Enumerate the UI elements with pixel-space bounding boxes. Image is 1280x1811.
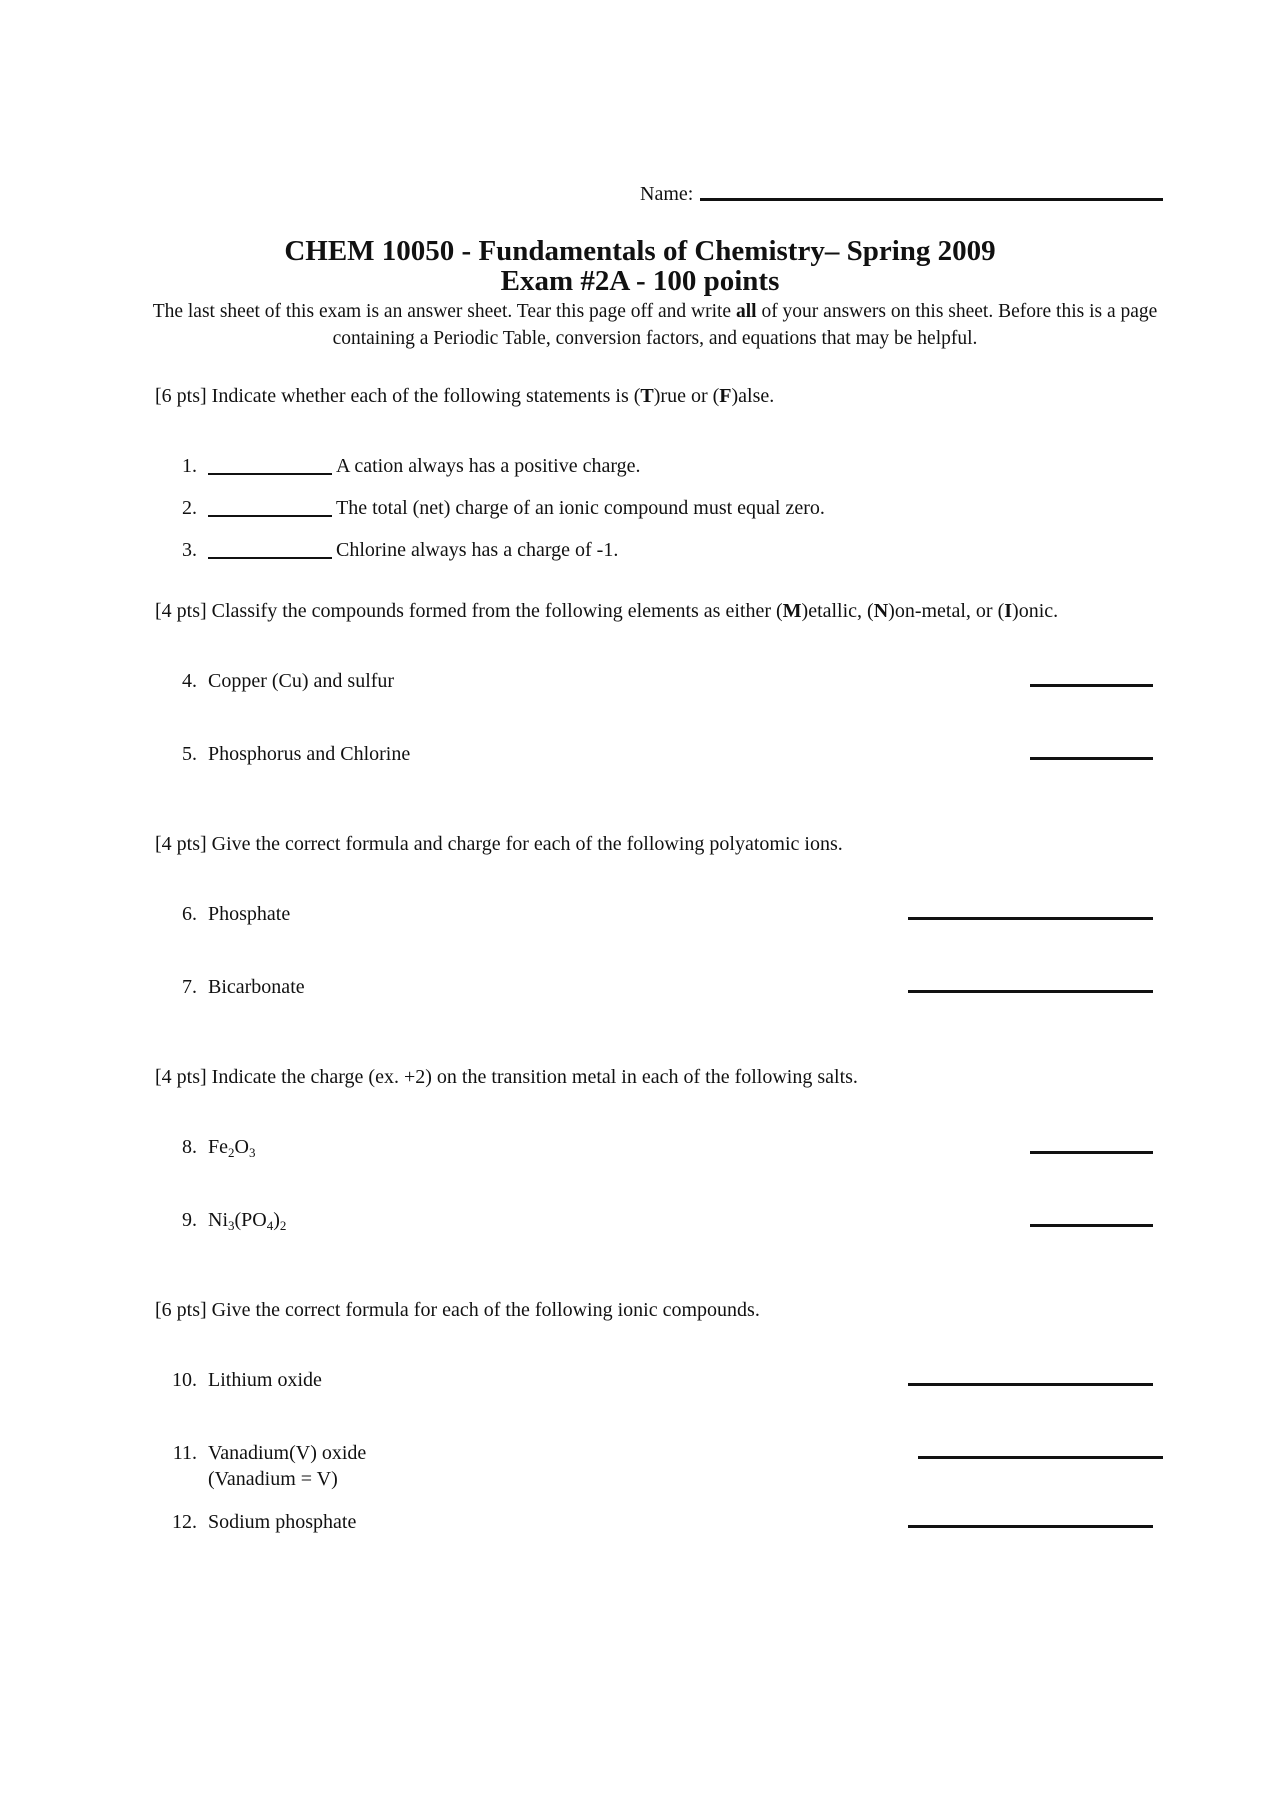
exam-title: CHEM 10050 - Fundamentals of Chemistry– Spring 2009 bbox=[284, 235, 996, 267]
section-true-false: [6 pts] Indicate whether each of the following statements is (T)rue or (F)alse. bbox=[155, 385, 775, 407]
section-polyatomic: [4 pts] Give the correct formula and charge for each of the following polyatomic ions. bbox=[155, 833, 843, 855]
question-number: 6. bbox=[182, 903, 197, 925]
question-number: 9. bbox=[182, 1209, 197, 1231]
question-text: Copper (Cu) and sulfur bbox=[208, 670, 395, 692]
question-number: 5. bbox=[182, 743, 197, 765]
answer-line[interactable] bbox=[1030, 1151, 1153, 1154]
question-text: Sodium phosphate bbox=[208, 1511, 357, 1533]
question-text: Chlorine always has a charge of -1. bbox=[336, 539, 619, 561]
question-text: Lithium oxide bbox=[208, 1369, 322, 1391]
answer-line[interactable] bbox=[908, 917, 1153, 920]
name-label: Name: bbox=[640, 183, 694, 205]
exam-subtitle: Exam #2A - 100 points bbox=[500, 265, 780, 297]
question-text: A cation always has a positive charge. bbox=[336, 455, 641, 477]
answer-blank[interactable] bbox=[208, 515, 332, 517]
answer-blank[interactable] bbox=[208, 557, 332, 559]
question-number: 10. bbox=[172, 1369, 197, 1391]
question-text: Phosphate bbox=[208, 903, 291, 925]
question-number: 12. bbox=[172, 1511, 197, 1533]
formula-fe2o3: $Fe_2O_3$ bbox=[208, 1136, 256, 1160]
section-ionic-formula: [6 pts] Give the correct formula for each of the following ionic compounds. bbox=[155, 1299, 760, 1321]
question-text: Vanadium(V) oxide bbox=[208, 1442, 367, 1464]
answer-line[interactable] bbox=[918, 1456, 1163, 1459]
question-text: Phosphorus and Chlorine bbox=[208, 743, 411, 765]
question-note: (Vanadium = V) bbox=[208, 1468, 338, 1490]
name-line[interactable] bbox=[700, 198, 1163, 201]
question-number: 4. bbox=[182, 670, 197, 692]
question-number: 8. bbox=[182, 1136, 197, 1158]
answer-line[interactable] bbox=[1030, 757, 1153, 760]
answer-line[interactable] bbox=[908, 1525, 1153, 1528]
answer-line[interactable] bbox=[908, 990, 1153, 993]
question-number: 7. bbox=[182, 976, 197, 998]
answer-line[interactable] bbox=[1030, 1224, 1153, 1227]
question-number: 2. bbox=[182, 497, 197, 519]
answer-line[interactable] bbox=[1030, 684, 1153, 687]
answer-blank[interactable] bbox=[208, 473, 332, 475]
question-text: Bicarbonate bbox=[208, 976, 305, 998]
question-number: 3. bbox=[182, 539, 197, 561]
question-text: The total (net) charge of an ionic compound must equal zero. bbox=[336, 497, 825, 519]
question-number: 11. bbox=[172, 1442, 197, 1464]
formula-ni3po42: $Ni_3(PO_4)_2$ bbox=[208, 1209, 287, 1233]
answer-line[interactable] bbox=[908, 1383, 1153, 1386]
instructions: The last sheet of this exam is an answer sheet. Tear this page off and write all of your answers on this sheet. Before this is a page containing a Periodic Table, conversion factors, and equations that may be helpful. bbox=[152, 301, 1158, 349]
section-classify: [4 pts] Classify the compounds formed from the following elements as either (M)etallic, (N)on-metal, or (I)onic. bbox=[155, 600, 1059, 622]
section-charge: [4 pts] Indicate the charge (ex. +2) on the transition metal in each of the following salts. bbox=[155, 1066, 858, 1088]
question-number: 1. bbox=[182, 455, 197, 477]
